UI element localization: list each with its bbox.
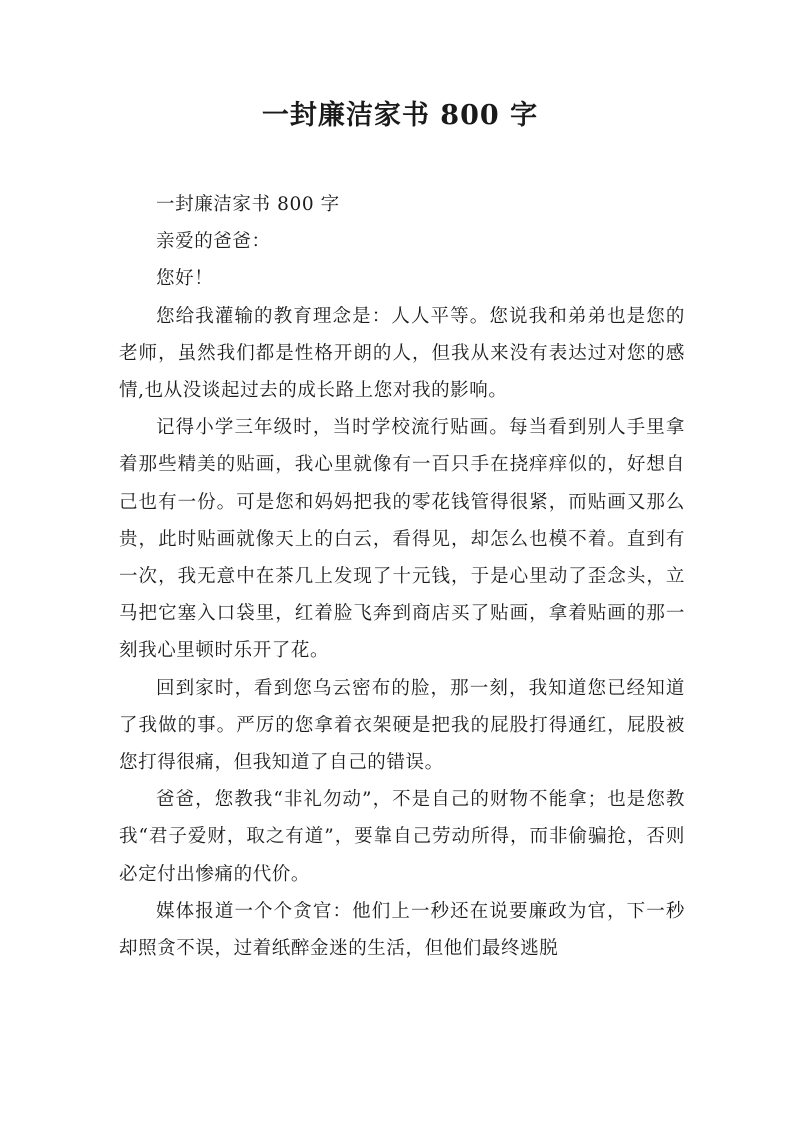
- document-body: [119, 186, 685, 967]
- paragraph-heading: 一封廉洁家书 800 字: [156, 194, 340, 215]
- paragraph-greeting: 您好！: [156, 268, 214, 290]
- paragraph-return-home: 回到家时，看到您乌云密布的脸，那一刻，我知道您已经知道了我做的事。严厉的您拿着衣架硬是把我的屁股打得通红，屁股被您打得很痛，但我知道了自己的错误。: [119, 677, 685, 774]
- paragraph-salutation: 亲爱的爸爸：: [156, 231, 271, 253]
- paragraph-education: 您给我灌输的教育理念是：人人平等。您说我和弟弟也是您的老师，虽然我们都是性格开朗的人，但我从来没有表达过对您的感情,也从没谈起过去的成长路上您对我的影响。: [119, 305, 685, 402]
- paragraph-lessons: 爸爸，您教我“非礼勿动”，不是自己的财物不能拿；也是您教我“君子爱财，取之有道”，要靠自己劳动所得，而非偷骗抢，否则必定付出惨痛的代价。: [119, 789, 685, 885]
- paragraph-memory: 记得小学三年级时，当时学校流行贴画。每当看到别人手里拿着那些精美的贴画，我心里就像有一百只手在挠痒痒似的，好想自己也有一份。可是您和妈妈把我的零花钱管得很紧，而贴画又那么贵，此时贴画就像天上的白云，看得见，却怎么也模不着。直到有一次，我无意中在茶几上发现了十元钱，于是心里动了歪念头，立马把它塞入口袋里，红着脸飞奔到商店买了贴画，拿着贴画的那一刻我心里顿时乐开了花。: [119, 417, 685, 662]
- document-title: 一封廉洁家书 800 字: [261, 100, 539, 131]
- paragraph-media: 媒体报道一个个贪官：他们上一秒还在说要廉政为官，下一秒却照贪不误，过着纸醉金迷的生活，但他们最终逃脱: [119, 900, 685, 960]
